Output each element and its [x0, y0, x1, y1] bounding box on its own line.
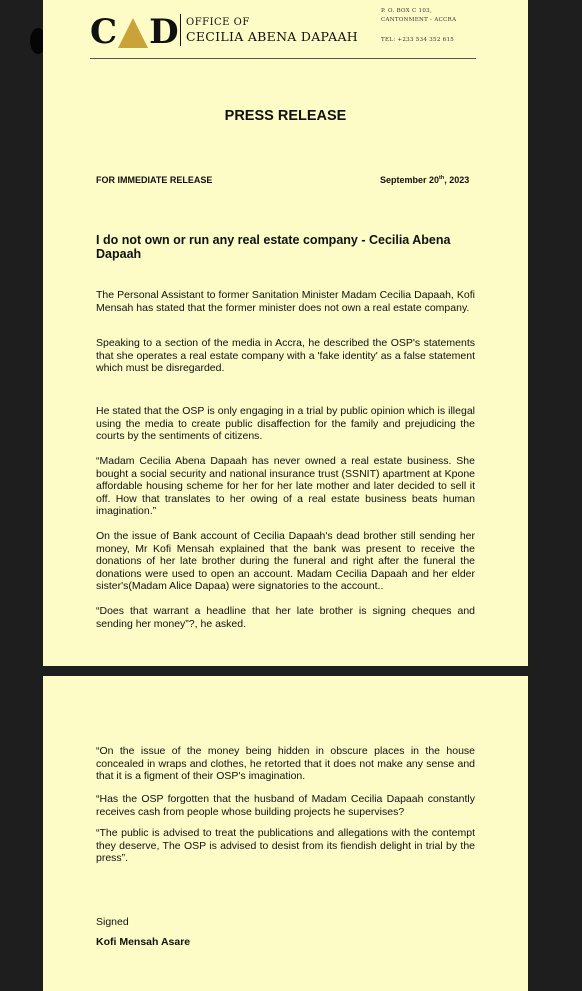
cad-logo: [90, 14, 179, 50]
press-release-page-2: [43, 676, 528, 991]
paragraph: “Madam Cecilia Abena Dapaah has never owned a real estate business. She bought a social security and national insurance trust (SSNIT) apartment at Kpone affordable housing scheme for her for her late mother and later decided to sell it off. How that translates to her owing of a real estate business beats human imagination.”: [96, 455, 475, 517]
signatory-name: Kofi Mensah Asare: [96, 936, 191, 948]
paragraph: Speaking to a section of the media in Accra, he described the OSP's statements that she operates a real estate company with a 'fake identity' as a false statement which must be disregarded.: [96, 337, 475, 374]
date-suffix: th: [439, 175, 445, 181]
logo-triangle-icon: [118, 18, 148, 48]
paragraph: The Personal Assistant to former Sanitation Minister Madam Cecilia Dapaah, Kofi Mensah has stated that the former minister does not own a real estate company.: [96, 289, 475, 314]
letterhead-rule: [90, 58, 476, 59]
paragraph: On the issue of Bank account of Cecilia Dapaah's dead brother still sending her money, Mr Kofi Mensah explained that the bank was present to receive the donations of her late brother during the funeral and right after the funeral the donations were used to open an account. Madam Cecilia Dapaah and her elder sister's(Madam Alice Dapaa) were signatories to the account..: [96, 530, 475, 592]
release-date: [380, 175, 469, 185]
office-of-label: OFFICE OF: [186, 17, 250, 28]
signed-label: Signed: [96, 916, 129, 928]
logo-letter-d: D: [149, 12, 179, 52]
address-line-2: CANTONMENT - ACCRA: [381, 17, 457, 23]
office-name: CECILIA ABENA DAPAAH: [186, 29, 358, 44]
telephone: TEL: +233 534 352 615: [381, 37, 455, 43]
logo-divider: [180, 14, 181, 46]
paragraph: He stated that the OSP is only engaging in a trial by public opinion which is illegal using the media to create public disaffection for the family and prejudicing the courts by the sentiments of citizens.: [96, 405, 475, 442]
release-label: FOR IMMEDIATE RELEASE: [96, 175, 213, 185]
paragraph: “Does that warrant a headline that her late brother is signing cheques and sending her money”?, he asked.: [96, 605, 475, 630]
date-month-day: September 20: [380, 175, 440, 185]
page-title: PRESS RELEASE: [224, 108, 347, 124]
paragraph: “The public is advised to treat the publications and allegations with the contempt they deserve, The OSP is advised to desist from its fiendish delight in trial by the press”.: [96, 827, 475, 864]
date-year: , 2023: [444, 175, 470, 185]
headline: I do not own or run any real estate company - Cecilia Abena Dapaah: [96, 233, 451, 261]
press-release-page-1: [43, 0, 528, 666]
paragraph: “On the issue of the money being hidden in obscure places in the house concealed in wraps and clothes, he retorted that it does not make any sense and that it is a figment of their OSP's imagination.: [96, 745, 475, 782]
paragraph: “Has the OSP forgotten that the husband of Madam Cecilia Dapaah constantly receives cash from people whose building projects he supervises?: [96, 793, 475, 818]
logo-letter-c: C: [90, 12, 118, 52]
address-line-1: P. O. BOX C 103,: [381, 8, 432, 14]
